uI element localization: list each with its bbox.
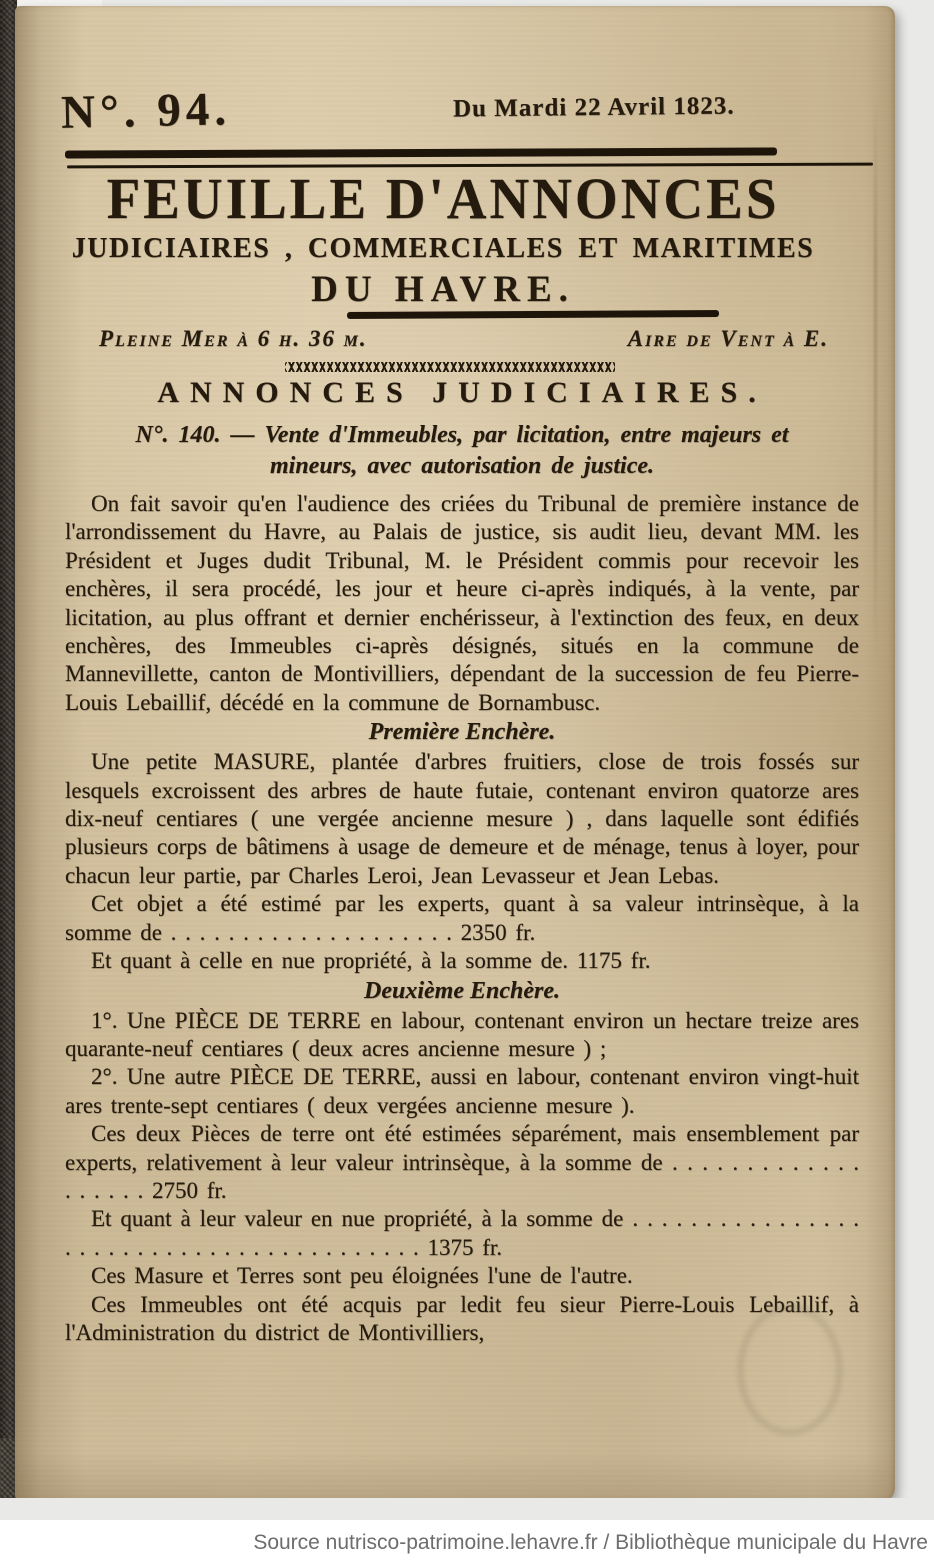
tide-info: Pleine Mer à 6 h. 36 m. (99, 326, 368, 351)
auction-subheading-second: Deuxième Enchère. (364, 977, 560, 1004)
scanner-background-strip (0, 1498, 934, 1520)
body-paragraph-estimate: Cet objet a été estimé par les experts, quant à sa valeur intrinsèque, à la somme de . . . . . . . . . . . . . . . . . . . . 2350 fr. (65, 891, 859, 945)
body-paragraph: On fait savoir qu'en l'audience des criées du Tribunal de première instance de l'arrondissement du Havre, au Palais de justice, sis audit lieu, devant MM. les Président et Juges dudit Tribunal, M. le Président commis pour recevoir les enchères, il sera procédé, les jour et heure ci-après indiqués, à la vente, par licitation, au plus offrant et dernier enchérisseur, à l'extinction des feux, en deux enchères, des Immeubles ci-après désignés, situés en la commune de Mannevillette, canton de Montivilliers, dépendant de la succession de feu Pierre-Louis Lebaillif, décédé en la commune de Bornambusc. (65, 491, 859, 715)
article-column (65, 376, 859, 1347)
issue-number: N°. 94. (60, 83, 232, 139)
source-footer (0, 1520, 934, 1566)
body-paragraph-estimate: Et quant à leur valeur en nue propriété, à la somme de . . . . . . . . . . . . . . . . . . . . . . . . . . . . . . . . . . . . . . . . . 1375 fr. (65, 1206, 859, 1260)
squiggle-divider (285, 362, 615, 372)
auction-subheading-first: Première Enchère. (368, 719, 556, 746)
announcement-heading: N°. 140. — Vente d'Immeubles, par licitation, entre majeurs et mineurs, avec autorisation de justice. (135, 422, 789, 479)
body-paragraph: 2°. Une autre PIÈCE DE TERRE, aussi en labour, contenant environ vingt-huit ares trente-sept centiares ( deux vergées ancienne mesure ). (65, 1064, 859, 1118)
masthead (15, 168, 871, 312)
masthead-title-line3: DU HAVRE. (311, 269, 575, 310)
section-title: ANNONCES JUDICIAIRES. (157, 376, 767, 409)
tide-wind-row (99, 326, 829, 352)
masthead-rule-short (347, 310, 719, 319)
masthead-rule-thick (65, 147, 777, 158)
body-paragraph: Une petite MASURE, plantée d'arbres fruitiers, close de trois fossés sur lesquels excroissent des arbres de haute futaie, contenant environ quatorze ares dix-neuf centiares ( une vergée ancienne mesure ) , dans laquelle sont édifiés plusieurs corps de bâtimens à usage de demeure et de ménage, tenus à loyer, pour chacun leur partie, par Charles Leroi, Jean Levasseur et Jean Lebas. (65, 749, 859, 888)
body-paragraph-estimate: Et quant à celle en nue propriété, à la somme de. 1175 fr. (91, 948, 651, 974)
body-paragraph-estimate: Ces deux Pièces de terre ont été estimées séparément, mais ensemblement par experts, relativement à leur valeur intrinsèque, à la somme de . . . . . . . . . . . . . . . . . . . 2750 fr. (65, 1121, 859, 1203)
paper-crease (874, 96, 877, 656)
issue-date: Du Mardi 22 Avril 1823. (452, 92, 735, 123)
masthead-title-line1: FEUILLE D'ANNONCES (106, 166, 780, 231)
body-paragraph: Ces Immeubles ont été acquis par ledit feu sieur Pierre-Louis Lebaillif, à l'Administration du district de Montivilliers, (65, 1291, 859, 1345)
newspaper-page (15, 6, 895, 1502)
body-paragraph: Ces Masure et Terres sont peu éloignées l'une de l'autre. (91, 1263, 633, 1289)
source-credit-text: Source nutrisco-patrimoine.lehavre.fr / Bibliothèque municipale du Havre (253, 1531, 928, 1554)
wind-info: Aire de Vent à E. (627, 326, 829, 351)
masthead-title-line2: JUDICIAIRES , COMMERCIALES ET MARITIMES (71, 233, 815, 264)
body-paragraph: 1°. Une PIÈCE DE TERRE en labour, contenant environ un hectare treize ares quarante-neuf centiares ( deux acres ancienne mesure ) ; (65, 1007, 859, 1061)
stamp-ghost-mark (737, 1304, 843, 1436)
